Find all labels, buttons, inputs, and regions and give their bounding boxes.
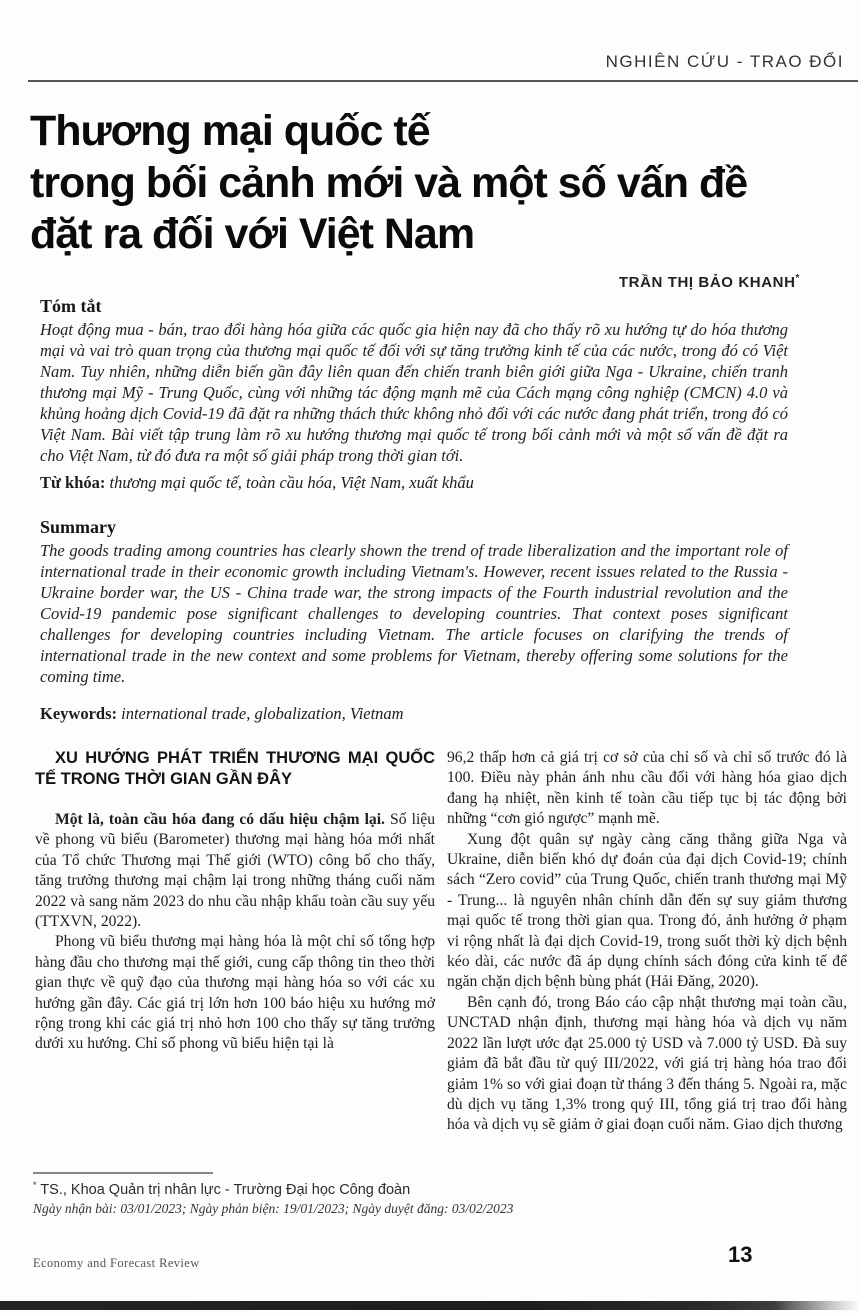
header-rule [28, 80, 858, 82]
page-number: 13 [728, 1242, 753, 1267]
front-matter [40, 296, 788, 724]
scan-artifact-bar [0, 1301, 860, 1310]
footnote-block [33, 1172, 623, 1217]
body-columns [35, 748, 847, 1184]
body-paragraph: Bên cạnh đó, trong Báo cáo cập nhật thương mại toàn cầu, UNCTAD nhận định, thương mại hàng hóa và dịch vụ năm 2022 lần lượt ước đạt 25.000 tỷ USD và 7.000 tỷ USD. Đà suy giảm đã bắt đầu từ quý III/2022, với giá trị hàng hóa trao đổi giảm 1% so với giai đoạn từ tháng 3 đến tháng 5. Ngoài ra, mặc dù dịch vụ tăng 1,3% trong quý III, tổng giá trị trao đổi hàng hóa và dịch vụ sẽ giảm ở giai đoạn cuối năm. Giao dịch thương [447, 993, 847, 1134]
body-paragraph: Phong vũ biểu thương mại hàng hóa là một chỉ số tổng hợp hàng đầu cho thương mại thế giới, cung cấp thông tin theo thời gian thực về quỹ đạo của thương mại hàng hóa so với các xu hướng gần đây. Các giá trị lớn hơn 100 báo hiệu xu hướng mở rộng trong khi các giá trị nhỏ hơn 100 cho thấy sự tăng trưởng dưới xu hướng. Chỉ số phong vũ biểu hiện tại là [35, 933, 435, 1053]
left-column [35, 748, 435, 1184]
footnote-affiliation: * TS., Khoa Quản trị nhân lực - Trường Đại học Công đoàn [33, 1180, 411, 1198]
keywords-vi-line [40, 473, 788, 493]
summary-heading: Summary [40, 517, 116, 537]
article-title [30, 106, 810, 261]
body-paragraph: Xung đột quân sự ngày càng căng thẳng giữa Nga và Ukraine, diễn biến khó dự đoán của đại dịch Covid-19; chính sách “Zero covid” của Trung Quốc, chiến tranh thương mại Mỹ - Trung... là nguyên nhân chính dẫn đến sự suy giảm thương mại quốc tế trong thời gian qua. Trong đó, ảnh hưởng ở phạm vi rộng nhất là đại dịch Covid-19, trong suốt thời kỳ dịch bệnh kéo dài, các nước đã áp dụng chính sách đóng cửa kinh tế để ngăn chặn dịch bệnh bùng phát (Hải Đăng, 2020). [447, 830, 847, 991]
title-line-1: Thương mại quốc tế [30, 107, 430, 155]
body-paragraph: Một là, toàn cầu hóa đang có dấu hiệu chậm lại. Số liệu về phong vũ biểu (Barometer) thương mại hàng hóa mới nhất của Tổ chức Thương mại Thế giới (WTO) công bố cho thấy, tăng trưởng thương mại chậm lại trong những tháng cuối năm 2022 và sang năm 2023 do nhu cầu nhập khẩu toàn cầu suy yếu (TTXVN, 2022). [35, 811, 435, 931]
abstract-text: Hoạt động mua - bán, trao đổi hàng hóa giữa các quốc gia hiện nay đã cho thấy rõ xu hướng tự do hóa thương mại và vai trò quan trọng của thương mại quốc tế đối với sự tăng trưởng kinh tế của các nước, trong đó có Việt Nam. Tuy nhiên, những diễn biến gần đây liên quan đến chiến tranh biên giới giữa Nga - Ukraine, chiến tranh thương mại Mỹ - Trung Quốc, cùng với những tác động mạnh mẽ của Cách mạng công nghiệp (CMCN) 4.0 và khủng hoảng dịch Covid-19 đã đặt ra những thách thức không nhỏ đối với các nước đang phát triển, trong đó có Việt Nam. Bài viết tập trung làm rõ xu hướng thương mại quốc tế trong bối cảnh mới và một số vấn đề đặt ra cho Việt Nam, từ đó đưa ra một số giải pháp trong thời gian tới. [40, 320, 788, 465]
paragraph-lead-bold: Một là, toàn cầu hóa đang có dấu hiệu chậm lại. [55, 811, 385, 828]
section-heading: XU HƯỚNG PHÁT TRIỂN THƯƠNG MẠI QUỐC TẾ TRONG THỜI GIAN GẦN ĐÂY [35, 749, 435, 788]
keywords-en-text: international trade, globalization, Vietnam [117, 704, 404, 723]
title-line-3: đặt ra đối với Việt Nam [30, 210, 475, 259]
right-column [447, 748, 847, 1184]
author-name: TRẦN THỊ BẢO KHANH* [618, 273, 800, 291]
title-line-2: trong bối cảnh mới và một số vấn đề [30, 158, 748, 207]
keywords-vi-label: Từ khóa: [40, 473, 106, 492]
journal-name: Economy and Forecast Review [33, 1256, 200, 1270]
footnote-dates: Ngày nhận bài: 03/01/2023; Ngày phản biện: 19/01/2023; Ngày duyệt đăng: 03/02/2023 [33, 1200, 514, 1216]
body-paragraph: 96,2 thấp hơn cả giá trị cơ sở của chỉ số và chỉ số trước đó là 100. Điều này phản ánh nhu cầu đối với hàng hóa giao dịch đang hạ nhiệt, nền kinh tế toàn cầu tiếp tục bị tác động bởi những “cơn gió ngược” mạnh mẽ. [447, 749, 847, 828]
keywords-vi-text: thương mại quốc tế, toàn cầu hóa, Việt Nam, xuất khẩu [105, 473, 474, 492]
footnote-mark: * [33, 1180, 37, 1190]
abstract-heading: Tóm tắt [40, 296, 102, 316]
footnote-separator [33, 1172, 213, 1174]
summary-text: The goods trading among countries has clearly shown the trend of trade liberalization and the important role of international trade in their economic growth including Vietnam's. However, recent issues related to the Russia - Ukraine border war, the US - China trade war, the strong impacts of the Fourth industrial revolution and the Covid-19 pandemic pose significant challenges to developing countries. That context poses significant challenges for developing countries including Vietnam. The article focuses on clarifying the trends of international trade in the new context and some problems for Vietnam, thereby offering some solutions for the coming time. [40, 541, 788, 686]
author-footnote-mark: * [795, 273, 800, 284]
keywords-en-label: Keywords: [40, 704, 117, 723]
journal-section-label: NGHIÊN CỨU - TRAO ĐỔI [605, 52, 844, 71]
keywords-en-line [40, 704, 788, 724]
